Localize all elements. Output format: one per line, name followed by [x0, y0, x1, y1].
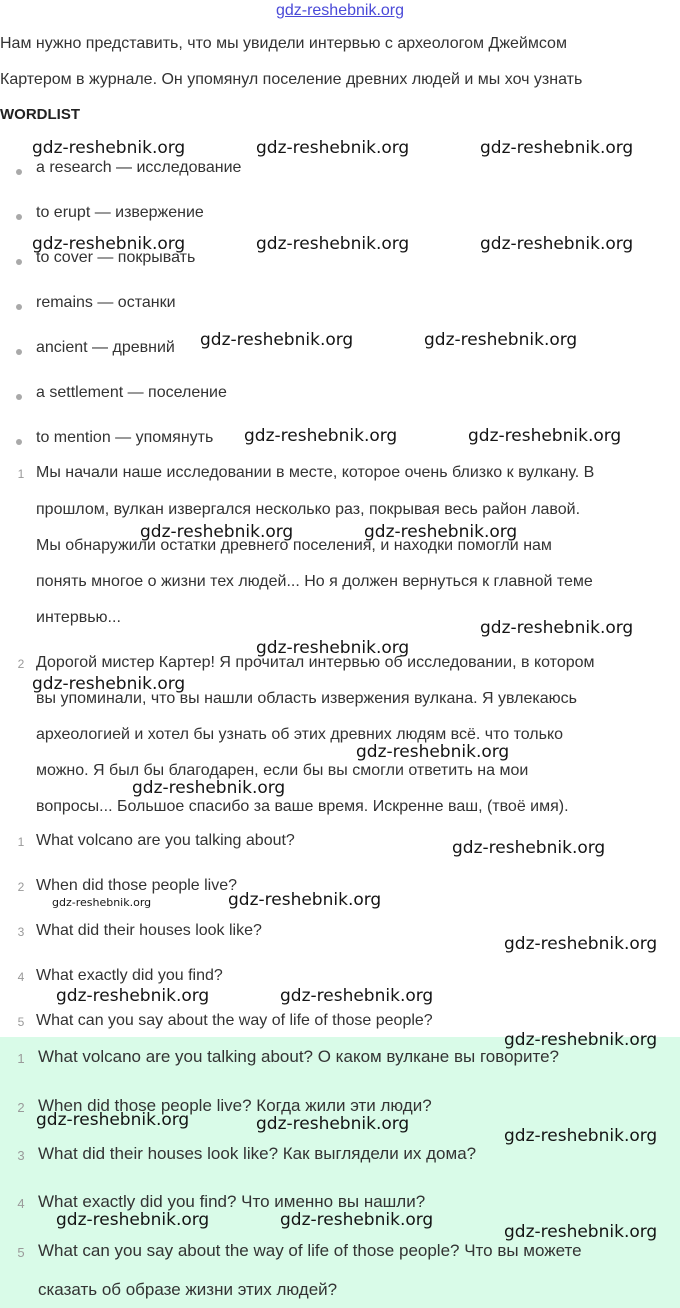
paragraph-number: 1	[17, 467, 25, 481]
paragraph-line: Дорогой мистер Картер! Я прочитал интервью об исследовании, в котором	[36, 654, 595, 671]
wordlist-item: ancient — древний	[36, 339, 175, 356]
answer-line: сказать об образе жизни этих людей?	[38, 1280, 338, 1299]
watermark: gdz-reshebnik.org	[480, 138, 634, 158]
watermark: gdz-reshebnik.org	[132, 778, 286, 798]
watermark: gdz-reshebnik.org	[280, 1210, 434, 1230]
watermark: gdz-reshebnik.org	[32, 674, 186, 694]
watermark: gdz-reshebnik.org	[200, 330, 354, 350]
bullet-icon	[16, 439, 22, 445]
question-text: When did those people live?	[36, 877, 238, 894]
intro-line-1: Нам нужно представить, что мы увидели интервью с археологом Джеймсом	[0, 35, 567, 52]
watermark: gdz-reshebnik.org	[256, 1114, 410, 1134]
wordlist-heading: WORDLIST	[0, 106, 80, 123]
watermark: gdz-reshebnik.org	[364, 522, 518, 542]
question-number: 2	[17, 880, 25, 894]
watermark: gdz-reshebnik.org	[280, 986, 434, 1006]
wordlist-item: remains — останки	[36, 294, 176, 311]
watermark: gdz-reshebnik.org	[256, 138, 410, 158]
answer-number: 1	[17, 1051, 25, 1066]
watermark: gdz-reshebnik.org	[228, 890, 382, 910]
answer-line: What exactly did you find? Что именно вы нашли?	[38, 1192, 426, 1211]
watermark: gdz-reshebnik.org	[32, 138, 186, 158]
bullet-icon	[16, 169, 22, 175]
answer-line: When did those people live? Когда жили эти люди?	[38, 1096, 432, 1115]
paragraph-line: понять многое о жизни тех людей... Но я должен вернуться к главной теме	[36, 573, 593, 590]
watermark: gdz-reshebnik.org	[256, 638, 410, 658]
question-number: 5	[17, 1015, 25, 1029]
question-text: What volcano are you talking about?	[36, 832, 295, 849]
wordlist-item: a settlement — поселение	[36, 384, 227, 401]
watermark: gdz-reshebnik.org	[52, 896, 152, 909]
answer-number: 5	[17, 1245, 25, 1260]
watermark: gdz-reshebnik.org	[56, 1210, 210, 1230]
watermark: gdz-reshebnik.org	[480, 234, 634, 254]
watermark: gdz-reshebnik.org	[256, 234, 410, 254]
wordlist-item: to erupt — извержение	[36, 204, 204, 221]
answer-number: 2	[17, 1100, 25, 1115]
paragraph-line: вы упоминали, что вы нашли область извержения вулкана. Я увлекаюсь	[36, 690, 577, 707]
bullet-icon	[16, 259, 22, 265]
paragraph-number: 2	[17, 657, 25, 671]
answer-line: What did their houses look like? Как выглядели их дома?	[38, 1144, 477, 1163]
paragraph-line: археологией и хотел бы узнать об этих древних людям всё. что только	[36, 726, 564, 743]
watermark: gdz-reshebnik.org	[36, 1110, 190, 1130]
bullet-icon	[16, 394, 22, 400]
wordlist-item: to mention — упомянуть	[36, 429, 214, 446]
question-text: What did their houses look like?	[36, 922, 262, 939]
answers-block	[0, 1037, 680, 1308]
question-text: What can you say about the way of life of those people?	[36, 1012, 433, 1029]
watermark: gdz-reshebnik.org	[140, 522, 294, 542]
wordlist-item: to cover — покрывать	[36, 249, 196, 266]
site-link[interactable]: gdz-reshebnik.org	[275, 2, 405, 19]
watermark: gdz-reshebnik.org	[452, 838, 606, 858]
paragraph-line: интервью...	[36, 609, 121, 626]
answer-line: What can you say about the way of life of those people? Что вы можете	[38, 1241, 582, 1260]
watermark: gdz-reshebnik.org	[480, 618, 634, 638]
watermark: gdz-reshebnik.org	[504, 934, 658, 954]
bullet-icon	[16, 349, 22, 355]
answer-line: What volcano are you talking about? О каком вулкане вы говорите?	[38, 1047, 559, 1066]
watermark: gdz-reshebnik.org	[32, 234, 186, 254]
paragraph-line: прошлом, вулкан извергался несколько раз, покрывая весь район лавой.	[36, 501, 581, 518]
paragraph-line: можно. Я был бы благодарен, если бы вы смогли ответить на мои	[36, 762, 529, 779]
question-text: What exactly did you find?	[36, 967, 223, 984]
watermark: gdz-reshebnik.org	[468, 426, 622, 446]
answer-number: 4	[17, 1196, 25, 1211]
paragraph-line: Мы начали наше исследовании в месте, которое очень близко к вулкану. В	[36, 464, 595, 481]
watermark: gdz-reshebnik.org	[504, 1030, 658, 1050]
answer-number: 3	[17, 1148, 25, 1163]
watermark: gdz-reshebnik.org	[56, 986, 210, 1006]
question-number: 3	[17, 925, 25, 939]
question-number: 4	[17, 970, 25, 984]
bullet-icon	[16, 214, 22, 220]
bullet-icon	[16, 304, 22, 310]
watermark: gdz-reshebnik.org	[504, 1222, 658, 1242]
paragraph-line: Мы обнаружили остатки древнего поселения, и находки помогли нам	[36, 537, 552, 554]
intro-line-2: Картером в журнале. Он упомянул поселение древних людей и мы хоч узнать	[0, 71, 583, 88]
watermark: gdz-reshebnik.org	[244, 426, 398, 446]
question-number: 1	[17, 835, 25, 849]
wordlist-item: a research — исследование	[36, 159, 242, 176]
watermark: gdz-reshebnik.org	[424, 330, 578, 350]
watermark: gdz-reshebnik.org	[504, 1126, 658, 1146]
paragraph-line: вопросы... Большое спасибо за ваше время. Искренне ваш, (твоё имя).	[36, 798, 569, 815]
watermark: gdz-reshebnik.org	[356, 742, 510, 762]
